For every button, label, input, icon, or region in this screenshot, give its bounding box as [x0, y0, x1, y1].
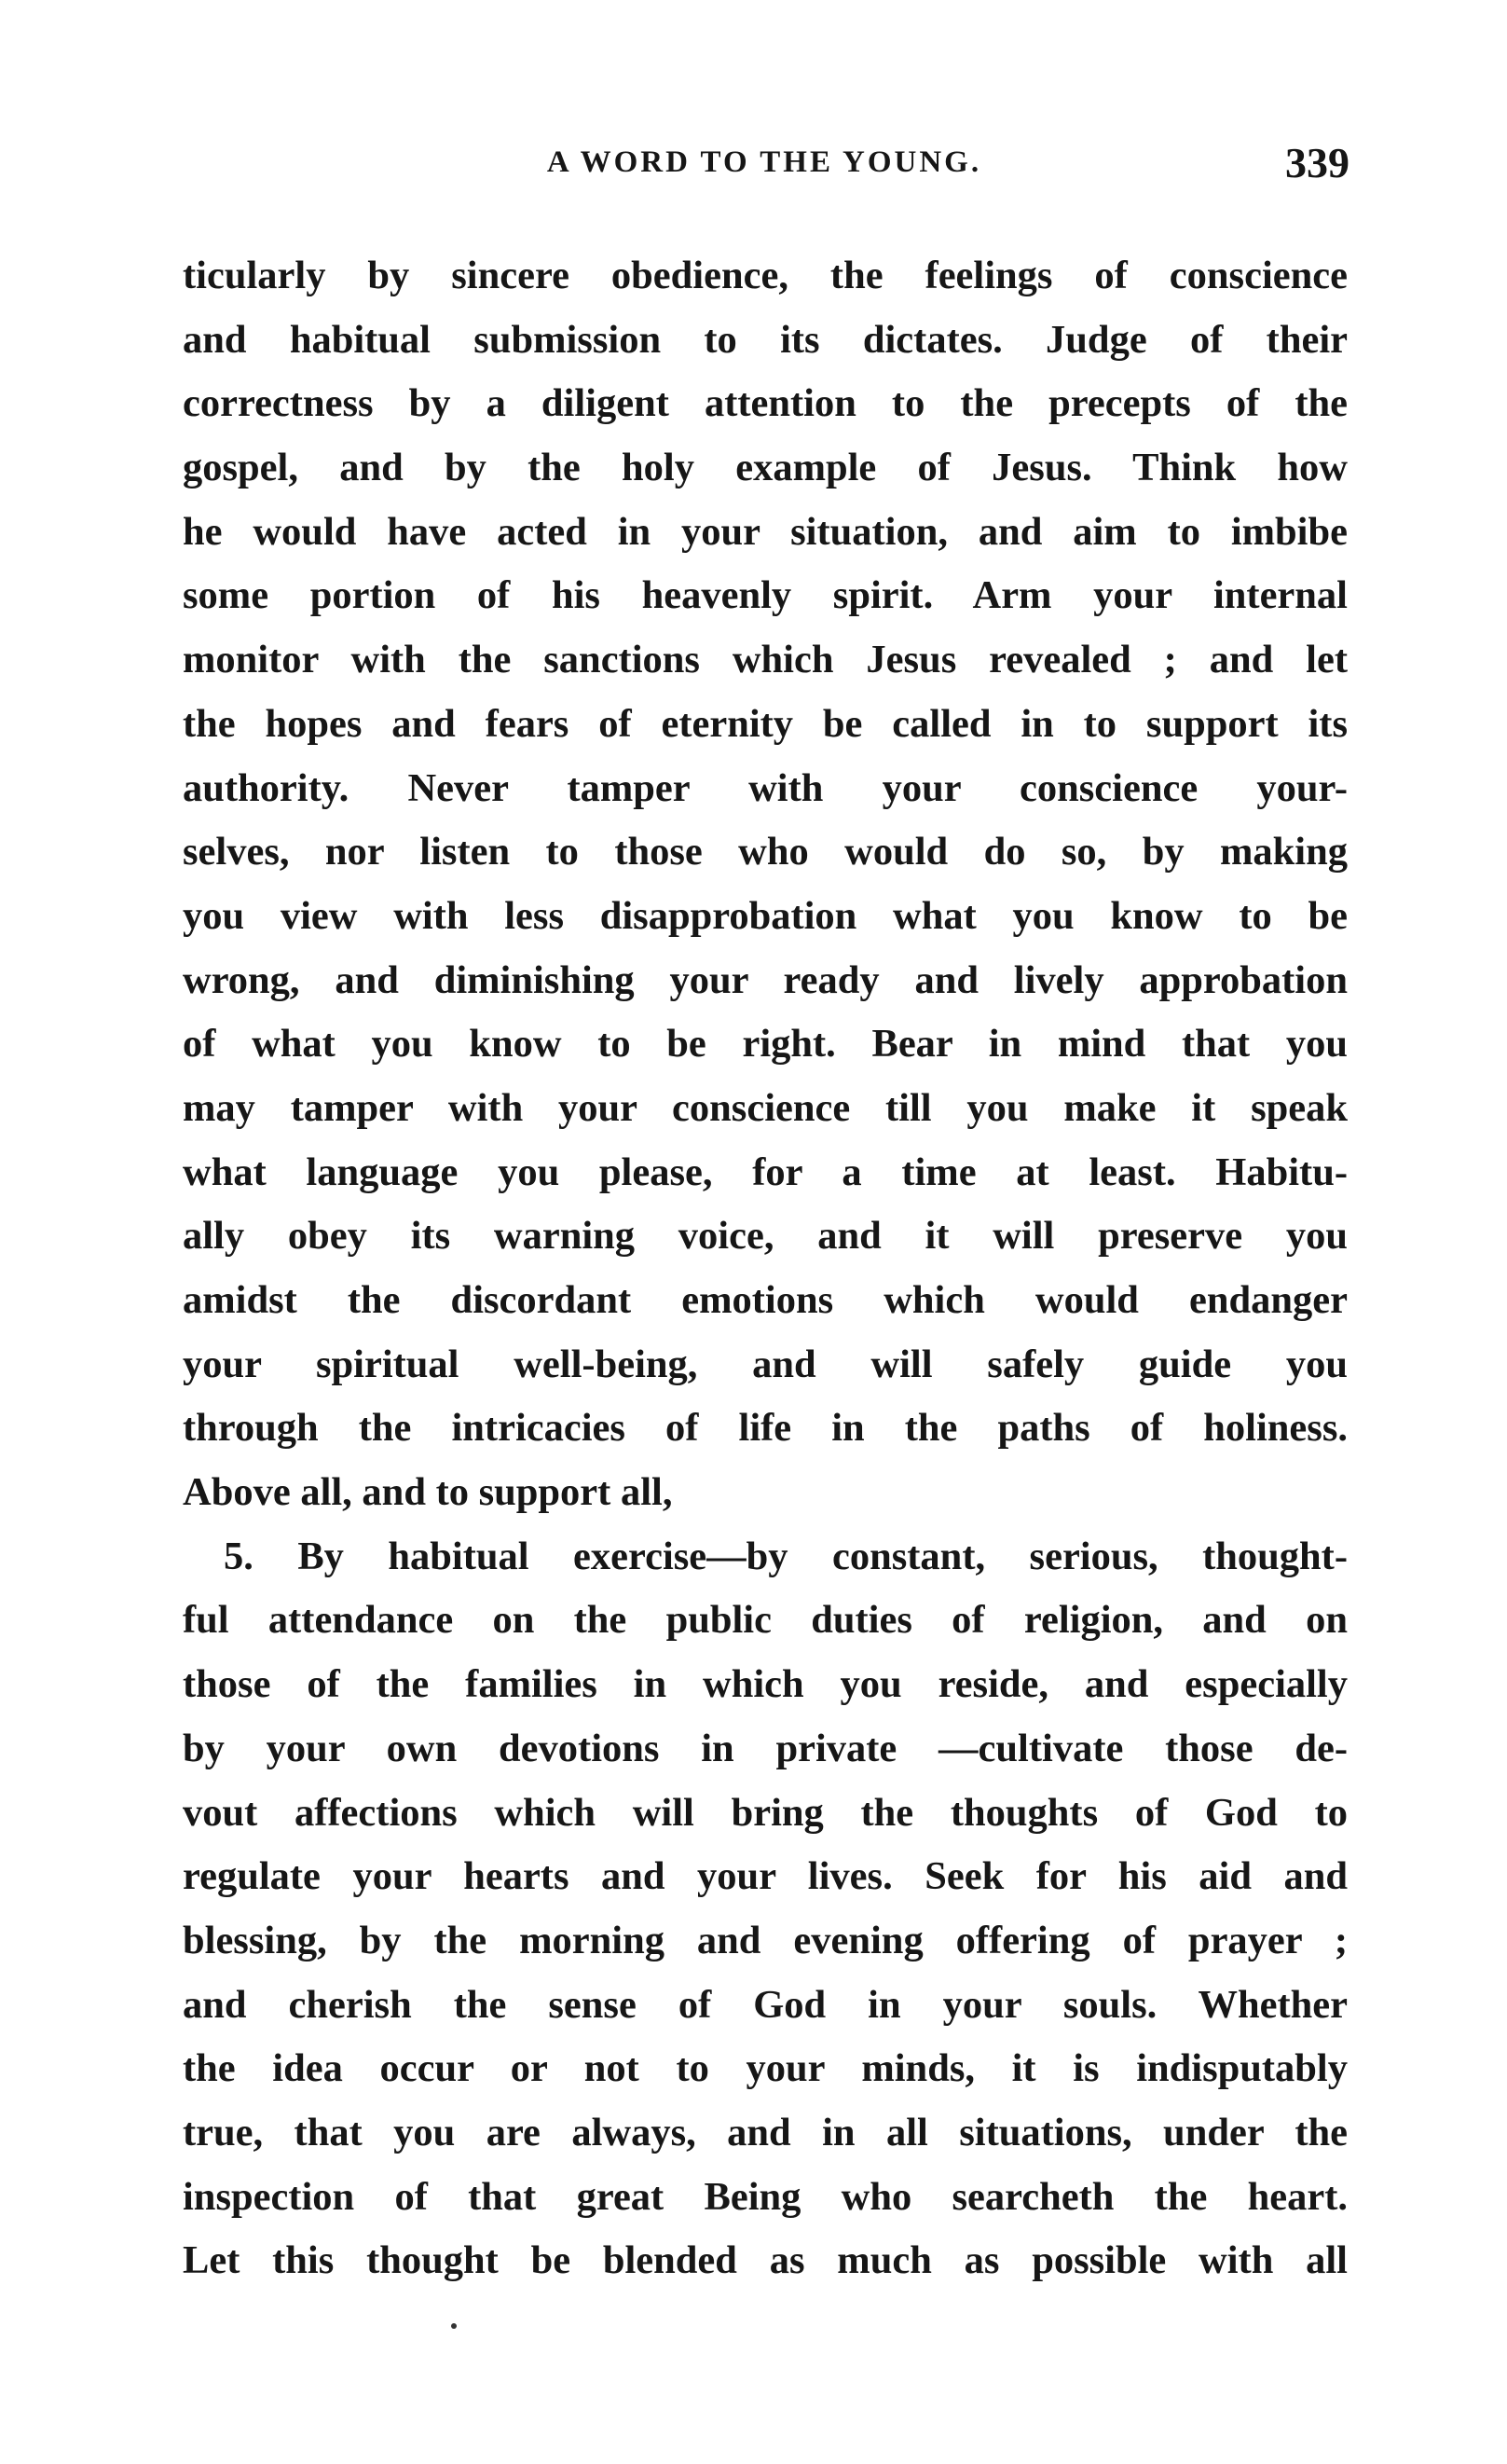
text-line: inspection of that great Being who searcheth the heart.	[183, 2174, 1348, 2219]
text-line: selves, nor listen to those who would do so, by making	[183, 830, 1348, 874]
text-line: through the intricacies of life in the paths of holiness.	[183, 1406, 1348, 1451]
text-line: authority. Never tamper with your conscience your-	[183, 765, 1348, 810]
text-line: regulate your hearts and your lives. Seek for his aid and	[183, 1854, 1348, 1899]
text-line: gospel, and by the holy example of Jesus. Think how	[183, 446, 1348, 490]
text-line: your spiritual well-being, and will safely guide you	[183, 1342, 1348, 1386]
text-line: correctness by a diligent attention to the precepts of the	[183, 381, 1348, 426]
body-text	[183, 244, 1348, 2293]
text-line: true, that you are always, and in all situations, under the	[183, 2110, 1348, 2154]
text-line: Let this thought be blended as much as possible with all	[183, 2238, 1348, 2283]
text-line: and habitual submission to its dictates. Judge of their	[183, 317, 1348, 362]
text-line: you view with less disapprobation what you know to be	[183, 893, 1348, 938]
text-line: ful attendance on the public duties of religion, and on	[183, 1598, 1348, 1643]
text-line: what language you please, for a time at least. Habitu-	[183, 1149, 1348, 1194]
print-speck	[451, 2323, 457, 2329]
text-line: may tamper with your conscience till you make it speak	[183, 1085, 1348, 1130]
text-line: wrong, and diminishing your ready and lively approbation	[183, 957, 1348, 1002]
text-line: the hopes and fears of eternity be called in to support its	[183, 701, 1348, 746]
text-line: of what you know to be right. Bear in mind that you	[183, 1022, 1348, 1067]
text-line: ticularly by sincere obedience, the feelings of conscience	[183, 254, 1348, 297]
page-header	[177, 138, 1351, 194]
running-head: A WORD TO THE YOUNG.	[546, 145, 982, 179]
text-line: vout affections which will bring the thoughts of God to	[183, 1790, 1348, 1835]
text-line: some portion of his heavenly spirit. Arm your internal	[183, 573, 1348, 618]
text-line: amidst the discordant emotions which would endanger	[183, 1278, 1348, 1322]
text-line: ally obey its warning voice, and it will preserve you	[183, 1214, 1348, 1259]
text-line: and cherish the sense of God in your souls. Whether	[183, 1982, 1348, 2027]
page-number: 339	[1285, 139, 1349, 186]
text-line: by your own devotions in private —cultivate those de-	[183, 1726, 1348, 1770]
text-line: blessing, by the morning and evening offering of prayer ;	[183, 1918, 1348, 1962]
text-line: monitor with the sanctions which Jesus revealed ; and let	[183, 638, 1348, 682]
text-line: those of the families in which you reside, and especially	[183, 1662, 1348, 1707]
text-line: the idea occur or not to your minds, it is indisputably	[183, 2046, 1348, 2091]
paragraph-end-line: Above all, and to support all,	[183, 1470, 673, 1515]
numbered-paragraph-start: 5. By habitual exercise—by constant, serious, thought-	[224, 1534, 1348, 1578]
text-line: he would have acted in your situation, and aim to imbibe	[183, 509, 1348, 554]
